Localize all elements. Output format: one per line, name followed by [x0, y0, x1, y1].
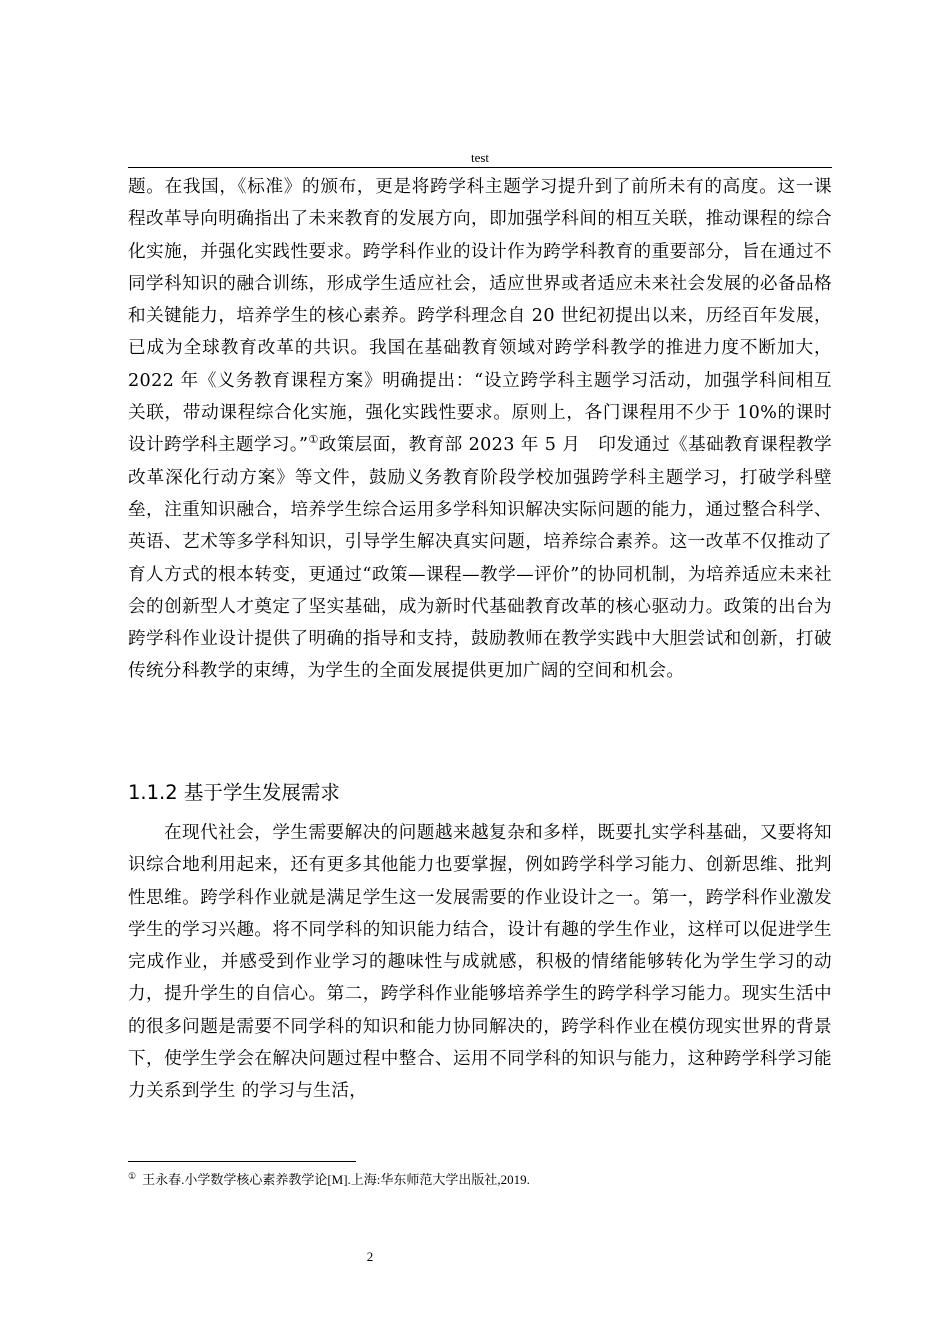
- footnote-text: 王永春.小学数学核心素养教学论[M].上海:华东师范大学出版社,2019.: [142, 1172, 530, 1187]
- footnote-reference[interactable]: ①: [308, 433, 319, 447]
- body-paragraph-1: [128, 171, 832, 688]
- footnote-separator: [128, 1161, 356, 1162]
- footnote-mark: ①: [128, 1170, 137, 1181]
- page-number: 2: [366, 1249, 374, 1264]
- paragraph-1-text-a: 题。在我国，《标准》的颁布，更是将跨学科主题学习提升到了前所未有的高度。这一课程改革导向明确指出了未来教育的发展方向，即加强学科间的相互关联，推动课程的综合化实施，并强化实践性要求。跨学科作业的设计作为跨学科教育的重要部分，旨在通过不同学科知识的融合训练，形成学生适应社会，适应世界或者适应未来社会发展的必备品格和关键能力，培养学生的核心素养。跨学科理念自 20 世纪初提出以来，历经百年发展，已成为全球教育改革的共识。我国在基础教育领域对跨学科教学的推进力度不断加大，2022 年《义务教育课程方案》明确提出：“设立跨学科主题学习活动，加强学科间相互关联，带动课程综合化实施，强化实践性要求。原则上，各门课程用不少于 10%的课时设计跨学科主题学习。”: [128, 177, 832, 456]
- section-heading: 1.1.2 基于学生发展需求: [128, 781, 340, 804]
- body-paragraph-2: 在现代社会，学生需要解决的问题越来越复杂和多样，既要扎实学科基础，又要将知识综合地利用起来，还有更多其他能力也要掌握，例如跨学科学习能力、创新思维、批判性思维。跨学科作业就是满足学生这一发展需要的作业设计之一。第一，跨学科作业激发学生的学习兴趣。将不同学科的知识能力结合，设计有趣的学生作业，这样可以促进学生完成作业，并感受到作业学习的趣味性与成就感，积极的情绪能够转化为学生学习的动力，提升学生的自信心。第二，跨学科作业能够培养学生的跨学科学习能力。现实生活中的很多问题是需要不同学科的知识和能力协同解决的，跨学科作业在模仿现实世界的背景下，使学生学会在解决问题过程中整合、运用不同学科的知识与能力，这种跨学科学习能力关系到学生 的学习与生活，: [128, 823, 832, 1102]
- paragraph-1-text-b: 政策层面，教育部 2023 年 5 月 印发通过《基础教育课程教学改革深化行动方案》等文件，鼓励义务教育阶段学校加强跨学科主题学习，打破学科壁垒，注重知识融合，培养学生综合运用多学科知识解决实际问题的能力，通过整合科学、英语、艺术等多学科知识，引导学生解决真实问题，培养综合素养。这一改革不仅推动了育人方式的根本转变，更通过“政策—课程—教学—评价”的协同机制，为培养适应未来社会的创新型人才奠定了坚实基础，成为新时代基础教育改革的核心驱动力。政策的出台为跨学科作业设计提供了明确的指导和支持，鼓励教师在教学实践中大胆尝试和创新，打破传统分科教学的束缚，为学生的全面发展提供更加广阔的空间和机会。: [128, 435, 832, 682]
- footnote: [128, 1171, 832, 1189]
- header-rule: [128, 167, 832, 168]
- page-header: test: [470, 150, 490, 165]
